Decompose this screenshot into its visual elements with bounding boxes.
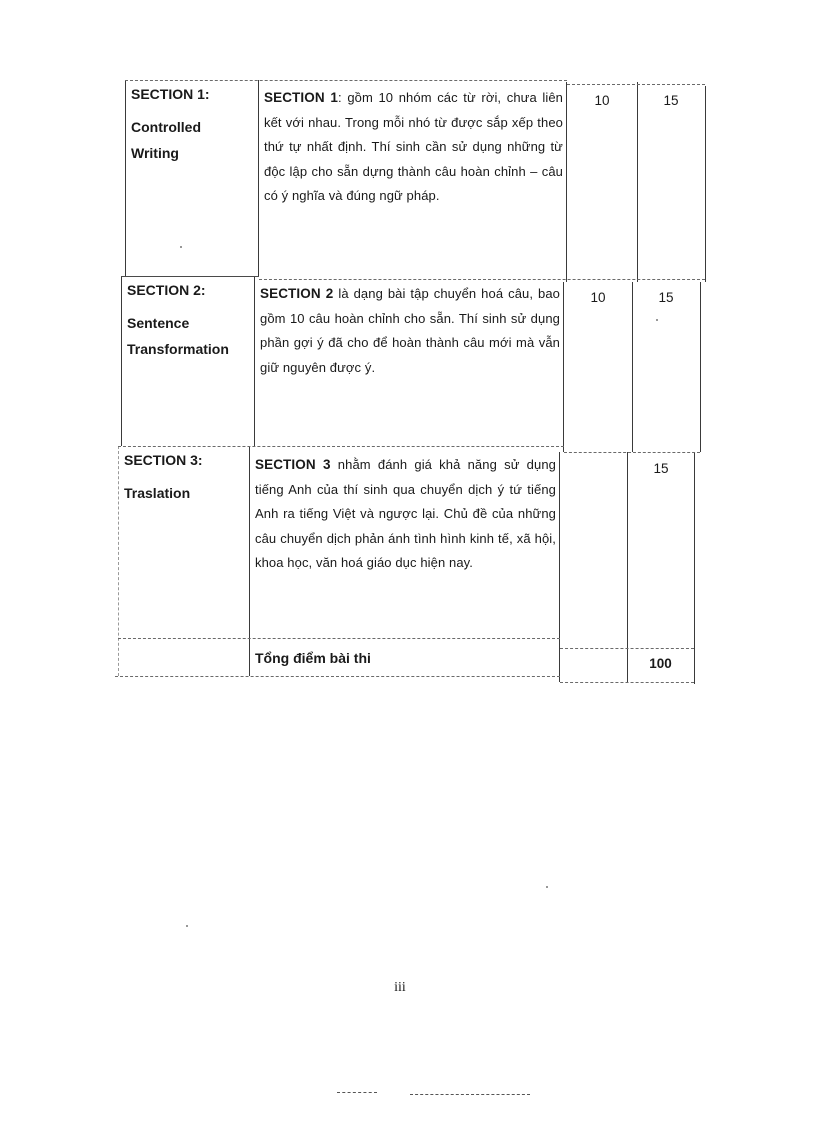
table-row-divider-1-right	[259, 279, 705, 280]
row-3-section-name-line1: Traslation	[124, 485, 191, 501]
row-2-section-cell	[127, 282, 255, 362]
row-1-section-cell	[131, 86, 253, 166]
scan-speck	[180, 246, 182, 248]
row-1-section-title: SECTION 1:	[131, 86, 210, 102]
row-1-col3-value: 10	[594, 93, 610, 108]
row-1-description-lead: SECTION 1	[264, 90, 339, 105]
row-2-description	[260, 282, 560, 380]
page-number: iii	[394, 980, 406, 995]
row-2-section-name-line1: Sentence	[127, 315, 190, 331]
table-divider-col3-middle	[632, 282, 633, 452]
table-divider-col2	[566, 82, 567, 282]
scan-artifact-dash-right	[410, 1094, 530, 1095]
table-border-bottom-right	[560, 682, 694, 683]
table-border-bottom	[115, 676, 560, 677]
row-2-section-name-line2: Transformation	[127, 341, 229, 357]
table-divider-col1-upper	[258, 80, 259, 276]
row-3-col4-value: 15	[653, 461, 669, 476]
table-row-divider-1	[121, 276, 259, 277]
table-border-right-lower	[694, 452, 695, 684]
row-3-section-title: SECTION 3:	[124, 452, 203, 468]
table-divider-col1-lower	[249, 446, 250, 676]
table-border-left-middle	[121, 276, 122, 446]
table-divider-col2-middle	[563, 282, 564, 452]
table-row-divider-2	[118, 446, 564, 447]
row-3-description-lead: SECTION 3	[255, 457, 331, 472]
row-3-description	[255, 453, 556, 576]
table-row-divider-3-right	[560, 648, 694, 649]
total-label: Tổng điểm bài thi	[255, 650, 371, 666]
table-border-left-upper	[125, 80, 126, 276]
row-1-section-name-line1: Controlled	[131, 119, 201, 135]
row-3-section-cell	[124, 452, 248, 506]
table-border-right-middle	[700, 282, 701, 452]
table-row-divider-3	[118, 638, 560, 639]
row-1-col4-value: 15	[663, 93, 679, 108]
row-3-description-text: nhằm đánh giá khả năng sử dụng tiếng Anh của thí sinh qua chuyển dịch ý tứ tiếng Anh ra tiếng Việt và ngược lại. Chủ đề của những câu chuyển dịch phản ánh tình hình kinh tế, xã hội, khoa học, văn hoá giáo dục hiện nay.	[255, 457, 556, 570]
table-border-top-right	[567, 84, 705, 85]
row-1-description	[264, 86, 563, 209]
row-1-description-text: : gồm 10 nhóm các từ rời, chưa liên kết với nhau. Trong mỗi nhó từ được sắp xếp theo thứ tự nhất định. Thí sinh cần sử dụng những từ độc lập cho sẵn dựng thành câu hoàn chỉnh – câu có ý nghĩa và đúng ngữ pháp.	[264, 90, 563, 203]
table-divider-col3	[637, 82, 638, 282]
total-value: 100	[649, 656, 672, 671]
scan-speck	[546, 886, 548, 888]
row-2-col4-value: 15	[658, 290, 674, 305]
scan-artifact-dash-left	[337, 1092, 377, 1093]
table-border-left-lower	[118, 446, 119, 676]
table-row-divider-2-right	[564, 452, 700, 453]
row-1-section-name-line2: Writing	[131, 145, 179, 161]
row-2-col3-value: 10	[590, 290, 606, 305]
row-2-description-lead: SECTION 2	[260, 286, 334, 301]
row-2-section-title: SECTION 2:	[127, 282, 206, 298]
scan-speck	[186, 925, 188, 927]
table-border-top	[125, 80, 567, 81]
row-2-description-text: là dạng bài tập chuyển hoá câu, bao gồm 10 câu hoàn chỉnh cho sẵn. Thí sinh sử dụng phần gợi ý đã cho để hoàn thành câu mới mà vẫn giữ nguyên được ý.	[260, 286, 560, 375]
scan-speck	[656, 319, 658, 321]
table-border-right	[705, 86, 706, 282]
